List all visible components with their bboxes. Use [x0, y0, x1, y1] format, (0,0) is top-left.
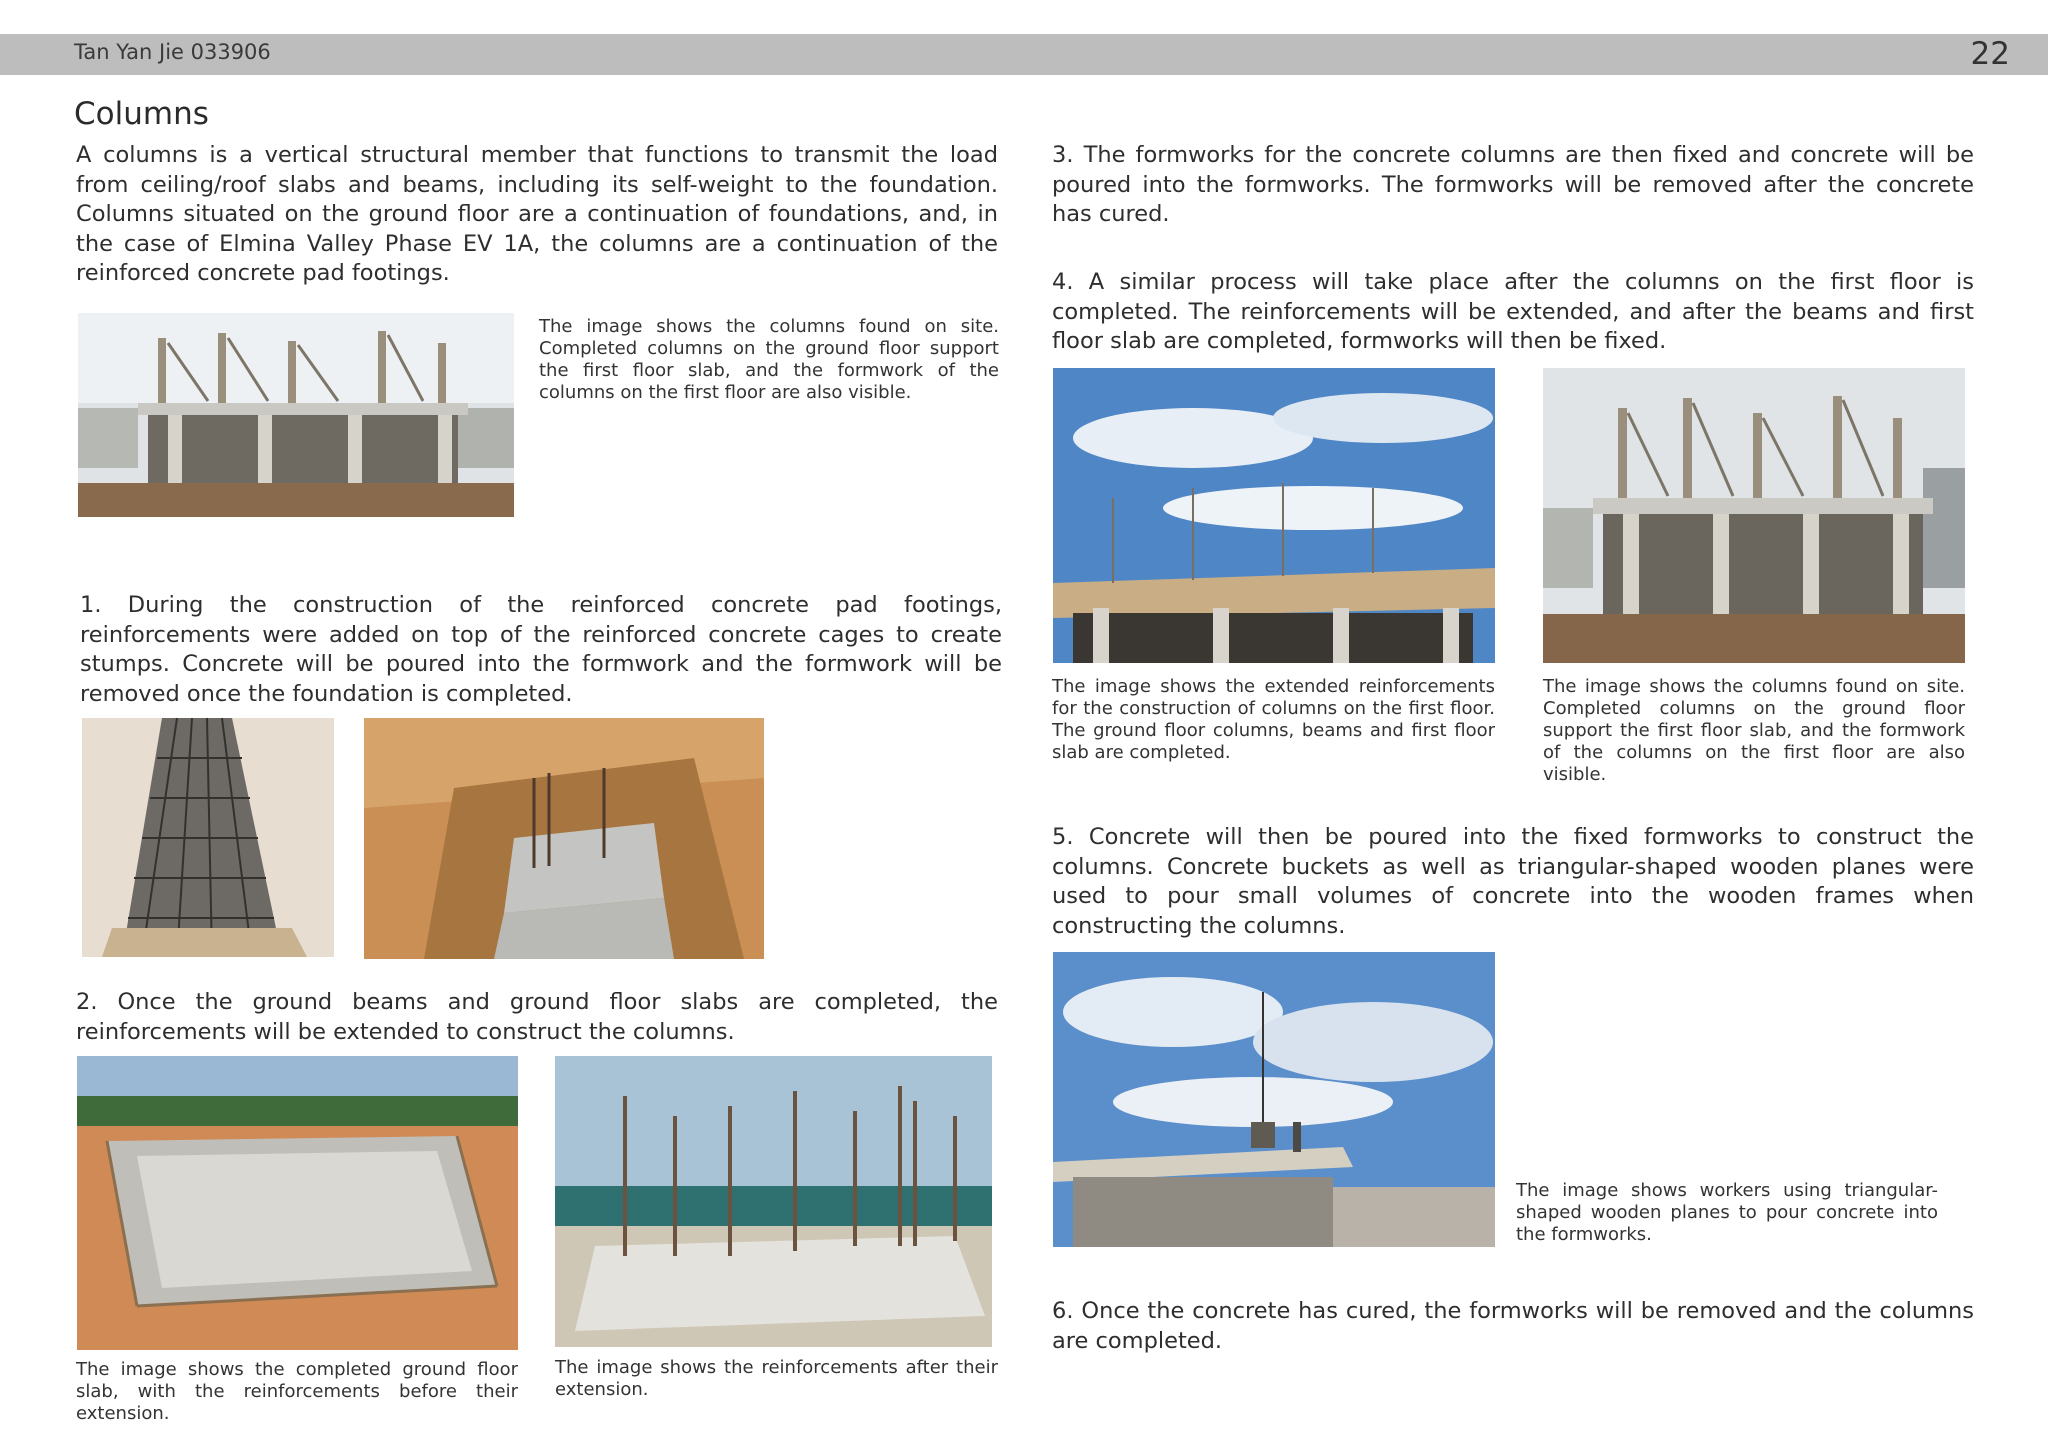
photo-columns-on-site-2: [1543, 368, 1965, 663]
photo-footing-stumps: [364, 718, 764, 959]
caption-columns-on-site: The image shows the columns found on site. Completed columns on the ground floor support the first floor slab, and the formwork of the columns on the first floor are also visible.: [539, 316, 999, 403]
step-5-paragraph: 5. Concrete will then be poured into the fixed formworks to construct the columns. Concrete buckets as well as triangular-shaped wooden planes were used to pour small volumes of concrete into the wooden frames when constructing the columns.: [1052, 824, 1974, 939]
section-title: Columns: [74, 96, 209, 132]
header-bar: [0, 34, 2048, 75]
step-3-paragraph: 3. The formworks for the concrete columns are then fixed and concrete will be poured into the formworks. The formworks will be removed after the concrete has cured.: [1052, 142, 1974, 227]
photo-extended-reinforcements: [555, 1056, 992, 1347]
intro-paragraph: A columns is a vertical structural member that functions to transmit the load from ceiling/roof slabs and beams, including its self-weight to the foundation. Columns situated on the ground floor are a continuation of foundations, and, in the case of Elmina Valley Phase EV 1A, the columns are a continuation of the reinforced concrete pad footings.: [76, 142, 998, 286]
caption-first-floor-reinforcements: The image shows the extended reinforcements for the construction of columns on the first floor. The ground floor columns, beams and first floor slab are completed.: [1052, 676, 1495, 763]
page-number: 22: [1970, 36, 2010, 72]
photo-columns-on-site: [78, 313, 514, 517]
caption-extended-reinforcements: The image shows the reinforcements after their extension.: [555, 1357, 998, 1400]
step-4-paragraph: 4. A similar process will take place after the columns on the first floor is completed. The reinforcements will be extended, and after the beams and first floor slab are completed, formworks will then be fixed.: [1052, 269, 1974, 354]
caption-ground-floor-slab: The image shows the completed ground floor slab, with the reinforcements before their extension.: [76, 1359, 518, 1424]
photo-first-floor-reinforcements: [1053, 368, 1495, 663]
caption-columns-on-site-2: The image shows the columns found on site. Completed columns on the ground floor support the first floor slab, and the formwork of the columns on the first floor are also visible.: [1543, 676, 1965, 785]
step-1-paragraph: 1. During the construction of the reinforced concrete pad footings, reinforcements were added on top of the reinforced concrete cages to create stumps. Concrete will be poured into the formwork and the formwork will be removed once the foundation is completed.: [80, 592, 1002, 707]
author-label: Tan Yan Jie 033906: [74, 40, 271, 64]
caption-workers-pouring: The image shows workers using triangular-shaped wooden planes to pour concrete into the formworks.: [1516, 1180, 1938, 1245]
photo-ground-floor-slab: [77, 1056, 518, 1350]
photo-workers-pouring: [1053, 952, 1495, 1247]
step-6-paragraph: 6. Once the concrete has cured, the formworks will be removed and the columns are completed.: [1052, 1298, 1974, 1354]
step-2-paragraph: 2. Once the ground beams and ground floor slabs are completed, the reinforcements will be extended to construct the columns.: [76, 989, 998, 1045]
photo-pad-footing-cage: [82, 718, 334, 957]
